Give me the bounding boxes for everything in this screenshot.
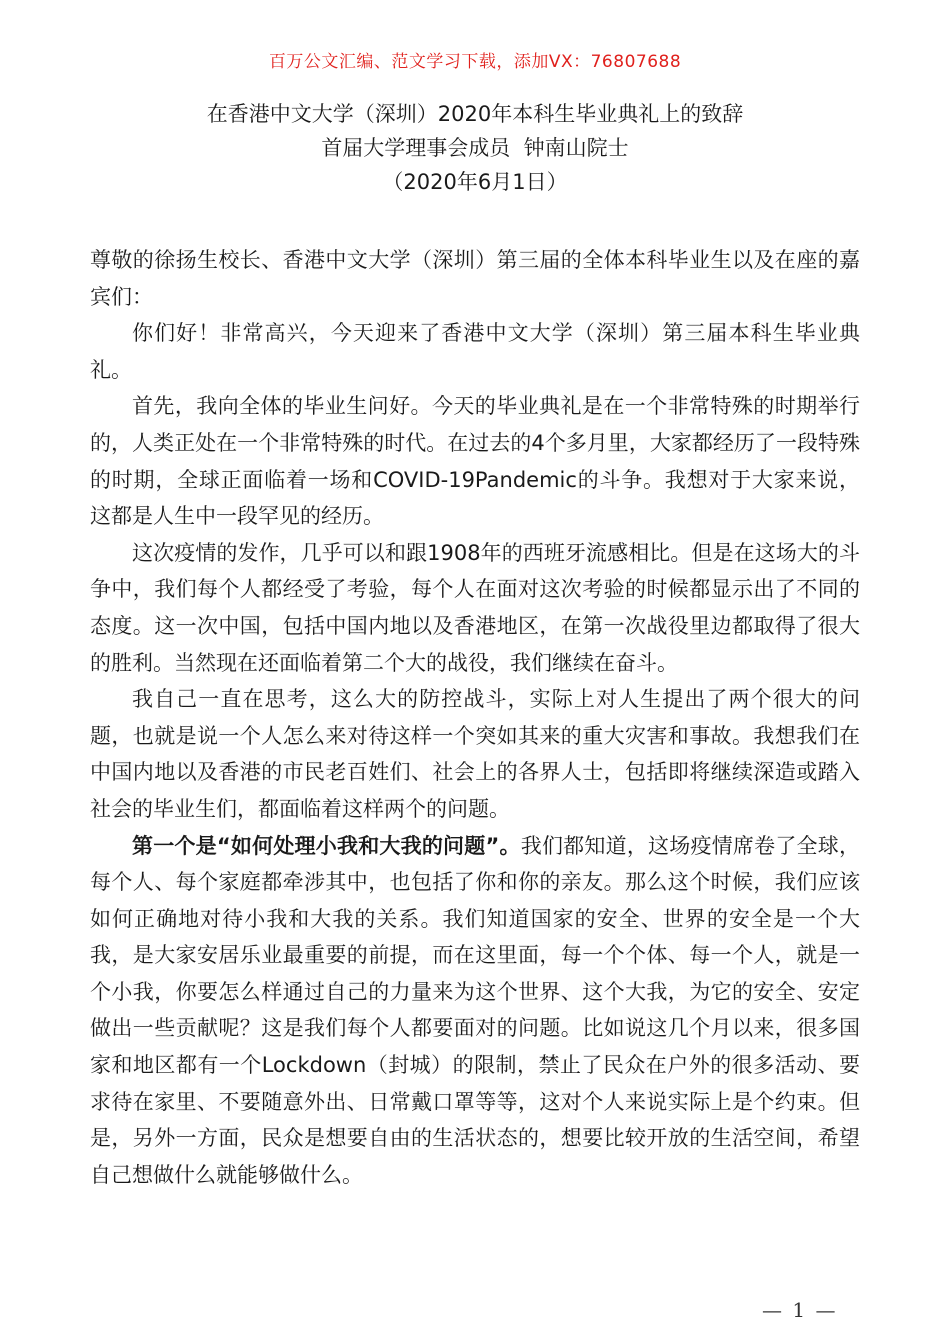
paragraph-epidemic-comparison: 这次疫情的发作，几乎可以和跟1908年的西班牙流感相比。但是在这场大的斗争中，我们每个人都经受了考验，每个人在面对这次考验的时候都显示出了不同的态度。这一次中国，包括中国内地以及香港地区，在第一次战役里边都取得了很大的胜利。当然现在还面临着第二个大的战役，我们继续在奋斗。 [90, 540, 860, 675]
page-number: — 1 — [762, 1298, 838, 1322]
first-question-heading: 第一个是“如何处理小我和大我的问题”。 [132, 833, 521, 858]
speaker-line: 首届大学理事会成员 钟南山院士 [321, 136, 629, 160]
speech-body [90, 242, 860, 1193]
salutation-paragraph: 尊敬的徐扬生校长、香港中文大学（深圳）第三届的全体本科毕业生以及在座的嘉宾们： [90, 248, 860, 309]
paragraph-special-period: 首先，我向全体的毕业生问好。今天的毕业典礼是在一个非常特殊的时期举行的，人类正处在一个非常特殊的时代。在过去的4个多月里，大家都经历了一段特殊的时期，全球正面临着一场和COVID-19Pandemic的斗争。我想对于大家来说，这都是人生中一段罕见的经历。 [90, 394, 860, 529]
watermark-text: 百万公文汇编、范文学习下载，添加VX：76807688 [268, 52, 682, 72]
first-question-text: 我们都知道，这场疫情席卷了全球，每个人、每个家庭都牵涉其中，也包括了你和你的亲友。那么这个时候，我们应该如何正确地对待小我和大我的关系。我们知道国家的安全、世界的安全是一个大我，是大家安居乐业最重要的前提，而在这里面，每一个个体、每一个人，就是一个小我，你要怎么样通过自己的力量来为这个世界、这个大我，为它的安全、安定做出一些贡献呢？这是我们每个人都要面对的问题。比如说这几个月以来，很多国家和地区都有一个Lockdown（封城）的限制，禁止了民众在户外的很多活动、要求待在家里、不要随意外出、日常戴口罩等等，这对个人来说实际上是个约束。但是，另外一方面，民众是想要自由的生活状态的，想要比较开放的生活空间，希望自己想做什么就能够做什么。 [90, 833, 860, 1187]
speech-date: （2020年6月1日） [382, 170, 568, 194]
paragraph-first-question [90, 828, 860, 1194]
paragraph-two-questions: 我自己一直在思考，这么大的防控战斗，实际上对人生提出了两个很大的问题，也就是说一个人怎么来对待这样一个突如其来的重大灾害和事故。我想我们在中国内地以及香港的市民老百姓们、社会上的各界人士，包括即将继续深造或踏入社会的毕业生们，都面临着这样两个的问题。 [90, 687, 860, 821]
paragraph-greeting: 你们好！非常高兴，今天迎来了香港中文大学（深圳）第三届本科生毕业典礼。 [90, 321, 860, 382]
document-title: 在香港中文大学（深圳）2020年本科生毕业典礼上的致辞 [206, 102, 744, 126]
document-heading [0, 97, 950, 199]
